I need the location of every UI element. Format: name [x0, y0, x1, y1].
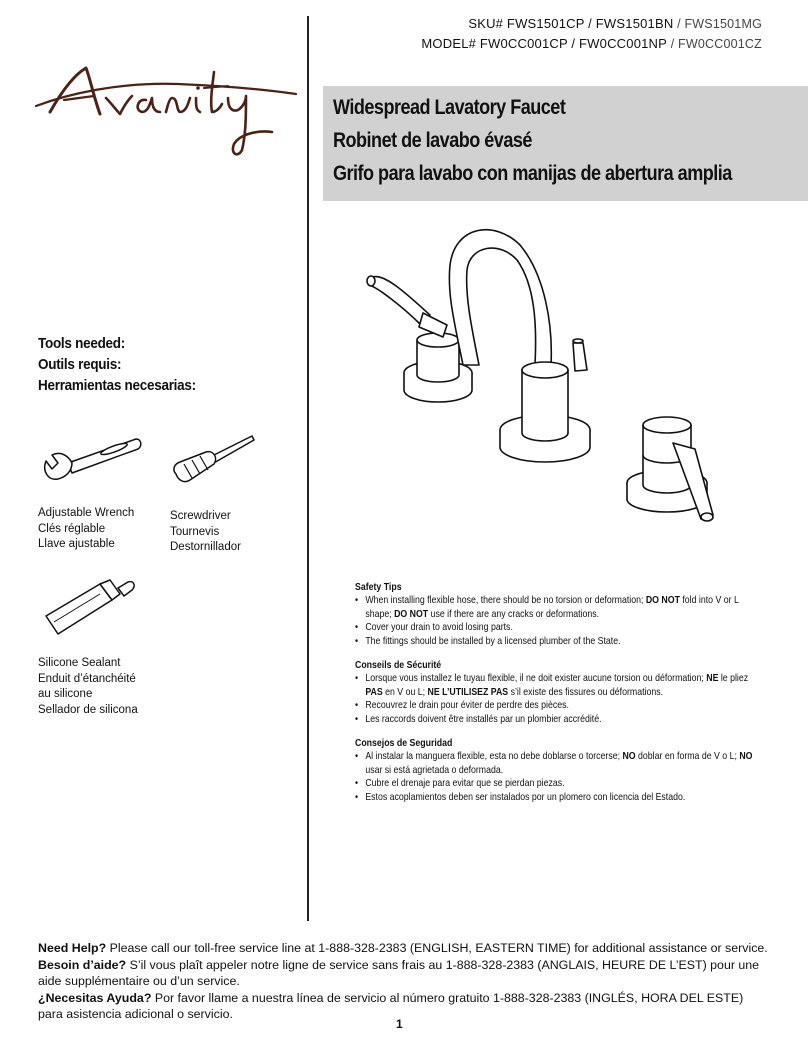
screwdriver-tool [170, 430, 260, 490]
wrench-tool [38, 433, 143, 488]
model-line: MODEL# FW0CC001CP / FW0CC001NP / FW0CC001CZ [421, 36, 762, 51]
title-banner [323, 86, 808, 201]
wrench-label: Adjustable Wrench Clés réglable Llave ajustable [38, 507, 135, 550]
sku-model-block [421, 14, 762, 54]
help-es: ¿Necesitas Ayuda? Por favor llame a nuestra línea de servicio al número gratuito 1-888-328-2383 (INGLÉS, HORA DEL ESTE) para asistencia adicional o servicio. [38, 990, 744, 1021]
title-en: Widespread Lavatory Faucet [333, 96, 566, 119]
help-en: Need Help? Please call our toll-free service line at 1-888-328-2383 (ENGLISH, EASTERN TIME) for additional assistance or service. [38, 941, 768, 955]
list-item: • When installing flexible hose, there should be no torsion or deformation; DO NOT fold into V or L shape; DO NOT use if there are any cracks or deformations. [355, 594, 759, 621]
list-item: • Cover your drain to avoid losing parts. [355, 621, 759, 634]
title-es: Grifo para lavabo con manijas de abertura amplia [333, 162, 732, 185]
sku-line: SKU# FWS1501CP / FWS1501BN / FWS1501MG [468, 16, 762, 31]
title-fr: Robinet de lavabo évasé [333, 129, 532, 152]
sealant-tool [40, 576, 140, 641]
safety-fr: Conseils de Sécurité • Lorsque vous installez le tuyau flexible, il ne doit exister aucune torsion ou déformation; NE le pliez PAS en V ou L; NE L’UTILISEZ PAS s’il existe des fissures ou déformations. • Recouvrez le drain pour éviter de perdre des pièces. • Les raccords doivent être installés par un plombier accrédité. [355, 659, 759, 726]
screwdriver-label: Screwdriver Tournevis Destornillador [170, 510, 241, 553]
screwdriver-icon [170, 430, 260, 490]
list-item: • Estos acoplamientos deben ser instalados por un plomero con licencia del Estado. [355, 791, 759, 804]
faucet-illustration [355, 215, 715, 545]
safety-en: Safety Tips • When installing flexible hose, there should be no torsion or deformation; DO NOT fold into V or L shape; DO NOT use if there are any cracks or deformations. • Cover your drain to avoid losing parts. • The fittings should be installed by a licensed plumber of the State. [355, 581, 759, 648]
tools-heading: Tools needed: Outils requis: Herramientas necesarias: [38, 335, 196, 394]
list-item: • Cubre el drenaje para evitar que se pierdan piezas. [355, 777, 759, 790]
sealant-tube-icon [40, 576, 140, 641]
sealant-label: Silicone Sealant Enduit d’étanchéité au silicone Sellador de silicona [38, 657, 138, 716]
safety-es: Consejos de Seguridad • Al instalar la manguera flexible, esta no debe doblarse o torcerse; NO doblar en forma de V o L; NO usar si está agrietada o deformada. • Cubre el drenaje para evitar que se pierdan piezas. • Estos acoplamientos deben ser instalados por un plomero con licencia del Estado. [355, 737, 759, 804]
column-divider [307, 16, 309, 921]
help-section [38, 940, 768, 1023]
wrench-icon [38, 433, 143, 488]
safety-tips [355, 581, 775, 815]
list-item: • Lorsque vous installez le tuyau flexible, il ne doit exister aucune torsion ou déformation; NE le pliez PAS en V ou L; NE L’UTILISEZ PAS s’il existe des fissures ou déformations. [355, 672, 759, 699]
help-fr: Besoin d’aide? S’il vous plaît appeler notre ligne de service sans frais au 1-888-328-2383 (ANGLAIS, HEURE DE L’EST) pour une aide supplémentaire ou d’un service. [38, 957, 760, 988]
page-number: 1 [396, 1017, 403, 1031]
list-item: • Recouvrez le drain pour éviter de perdre des pièces. [355, 699, 759, 712]
avanity-logo-icon [28, 54, 308, 164]
list-item: • Al instalar la manguera flexible, esta no debe doblarse o torcerse; NO doblar en forma de V o L; NO usar si está agrietada o deformada. [355, 750, 759, 777]
list-item: • Les raccords doivent être installés par un plombier accrédité. [355, 713, 759, 726]
faucet-icon [355, 215, 715, 545]
list-item: • The fittings should be installed by a licensed plumber of the State. [355, 635, 759, 648]
brand-logo [28, 54, 308, 164]
